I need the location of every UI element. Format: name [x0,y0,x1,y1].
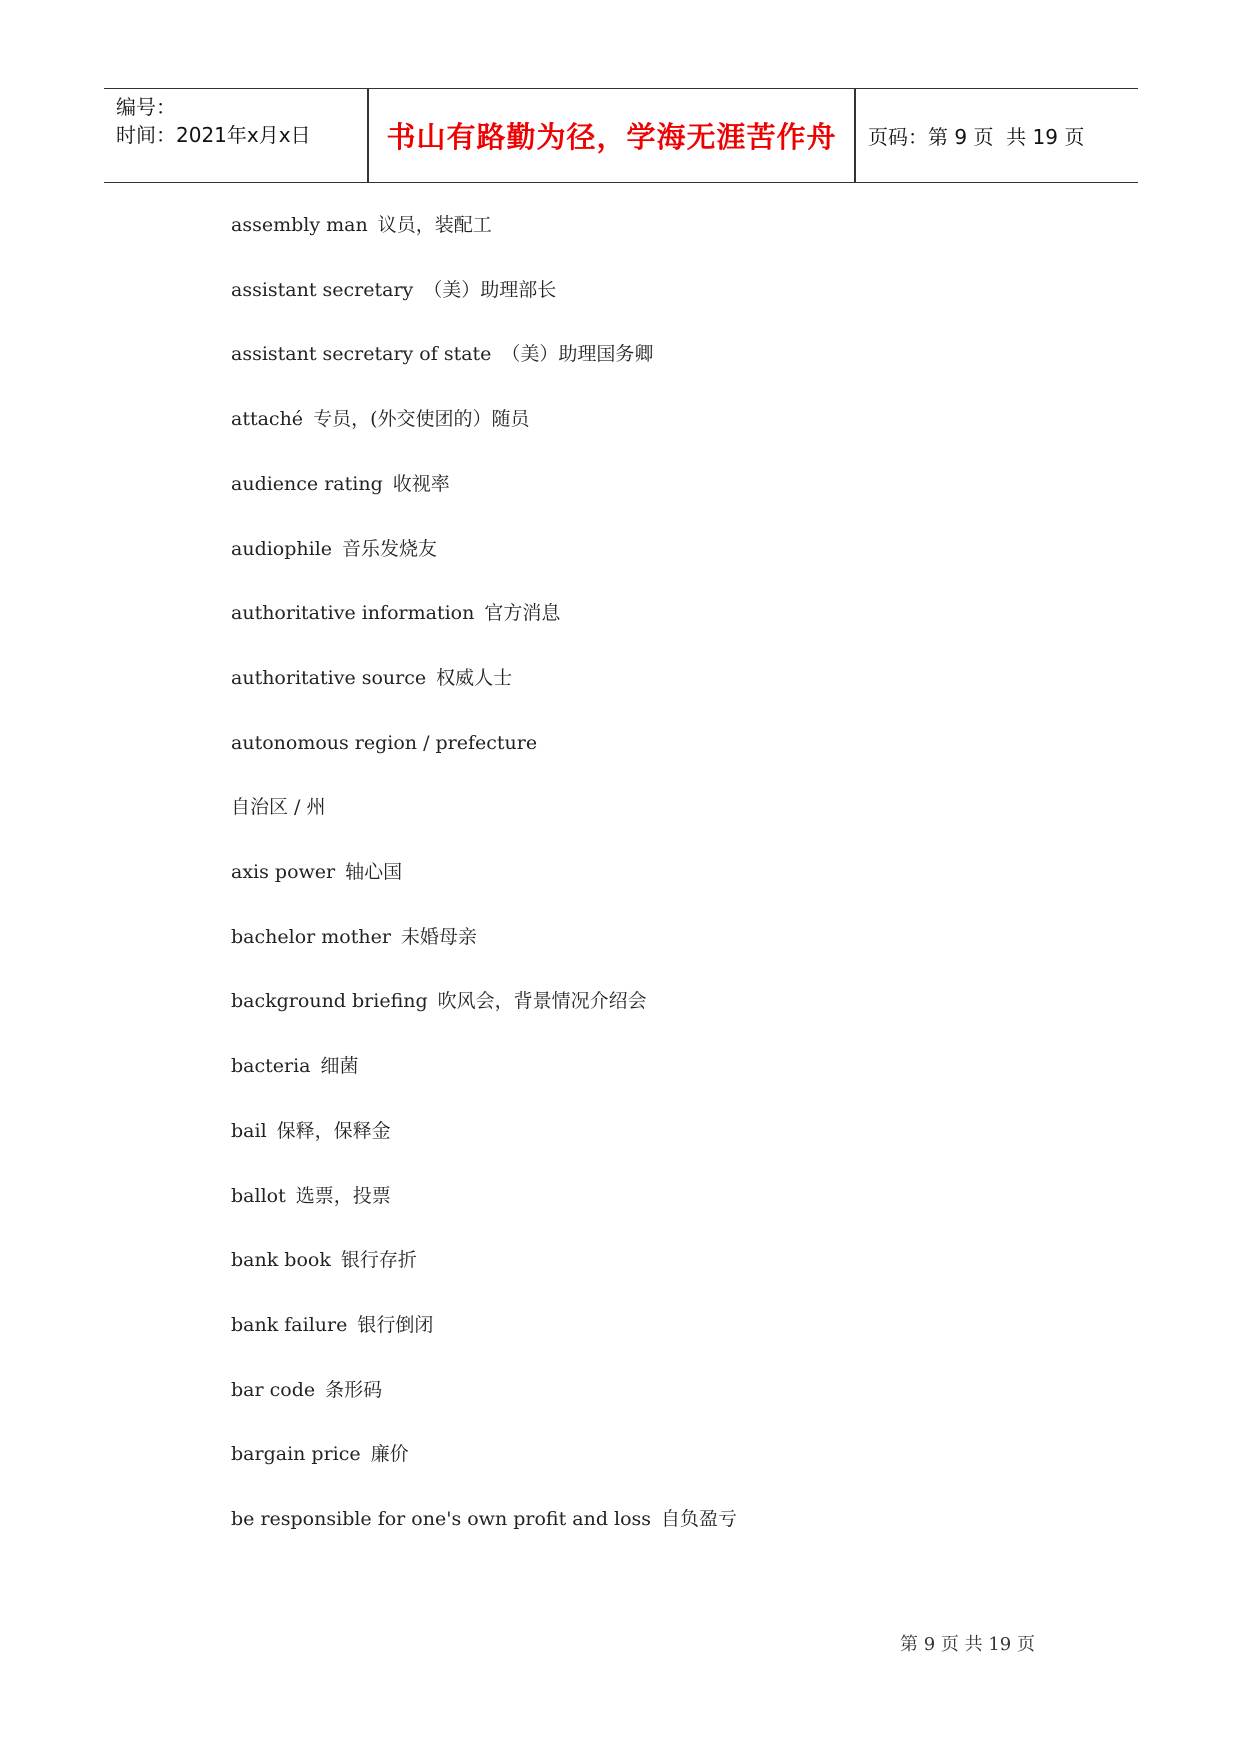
entry-english-term: assembly man [231,214,368,236]
glossary-entry [231,1118,391,1144]
glossary-entry [231,1183,391,1209]
entry-chinese-translation: 官方消息 [484,602,561,625]
glossary-entry [231,988,647,1014]
glossary-entry [231,1053,359,1079]
page-footer: 第 9 页 共 19 页 [900,1634,1035,1655]
entry-english-term: assistant secretary of state [231,343,492,366]
entry-chinese-translation: 廉价 [370,1443,409,1466]
entry-chinese-translation: 音乐发烧友 [342,537,438,560]
glossary-entry [231,341,653,367]
glossary-entry [231,794,325,820]
entry-chinese-translation: 保释，保释金 [276,1119,391,1142]
entry-chinese-translation: 自治区 / 州 [231,796,326,819]
glossary-entry [231,1506,737,1532]
page-header [104,88,1138,183]
entry-chinese-translation: 轴心国 [345,861,403,883]
entry-english-term: bank book [231,1249,331,1272]
entry-english-term: assistant secretary [231,278,414,301]
entry-english-term: audience rating [231,472,383,495]
glossary-entry [231,212,492,238]
entry-english-term: bail [231,1119,267,1142]
glossary-entry [231,536,437,562]
entry-english-term: background briefing [231,990,428,1013]
glossary-entry [231,1312,433,1338]
glossary-entry [231,859,402,885]
entry-english-term: be responsible for one's own profit and loss [231,1508,652,1530]
entry-english-term: axis power [231,861,336,883]
entry-chinese-translation: 议员，装配工 [377,214,492,236]
entry-chinese-translation: （美）助理国务卿 [501,343,654,366]
entry-chinese-translation: 选票，投票 [295,1184,391,1207]
entry-chinese-translation: 未婚母亲 [400,925,477,948]
entry-chinese-translation: 权威人士 [436,666,513,689]
glossary-entry [231,924,477,950]
entry-chinese-translation: 专员，(外交使团的）随员 [313,408,530,431]
header-divider [854,89,856,182]
header-page-info: 页码：第 9 页 共 19 页 [868,125,1085,149]
entry-english-term: audiophile [231,537,333,560]
glossary-entry [231,1441,409,1467]
entry-chinese-translation: 银行存折 [340,1249,417,1272]
glossary-entry [231,665,512,691]
header-motto: 书山有路勤为径，学海无涯苦作舟 [386,120,837,154]
glossary-entry [231,471,450,497]
entry-chinese-translation: 吹风会，背景情况介绍会 [437,990,647,1013]
entry-english-term: attaché [231,408,304,431]
entry-english-term: bank failure [231,1313,348,1336]
glossary-entry [231,406,529,432]
entry-english-term: authoritative information [231,602,475,625]
entry-chinese-translation: 收视率 [392,472,450,495]
entry-chinese-translation: （美）助理部长 [423,278,557,301]
glossary-entry [231,1247,417,1273]
entry-chinese-translation: 细菌 [320,1055,359,1078]
glossary-entry [231,277,556,303]
glossary-entry [231,730,537,756]
entry-english-term: autonomous region / prefecture [231,731,538,754]
document-number-label: 编号： [116,95,176,119]
entry-chinese-translation: 银行倒闭 [357,1313,434,1336]
glossary-entry [231,600,560,626]
entry-english-term: bargain price [231,1443,361,1466]
entry-english-term: authoritative source [231,666,427,689]
document-date: 时间：2021年x月x日 [116,123,311,147]
entry-english-term: bar code [231,1378,316,1401]
entry-english-term: bachelor mother [231,925,391,948]
entry-english-term: bacteria [231,1055,311,1078]
glossary-entry [231,1377,382,1403]
entry-chinese-translation: 条形码 [325,1378,383,1401]
entry-english-term: ballot [231,1184,286,1207]
header-meta [116,93,311,149]
entry-chinese-translation: 自负盈亏 [661,1508,738,1530]
